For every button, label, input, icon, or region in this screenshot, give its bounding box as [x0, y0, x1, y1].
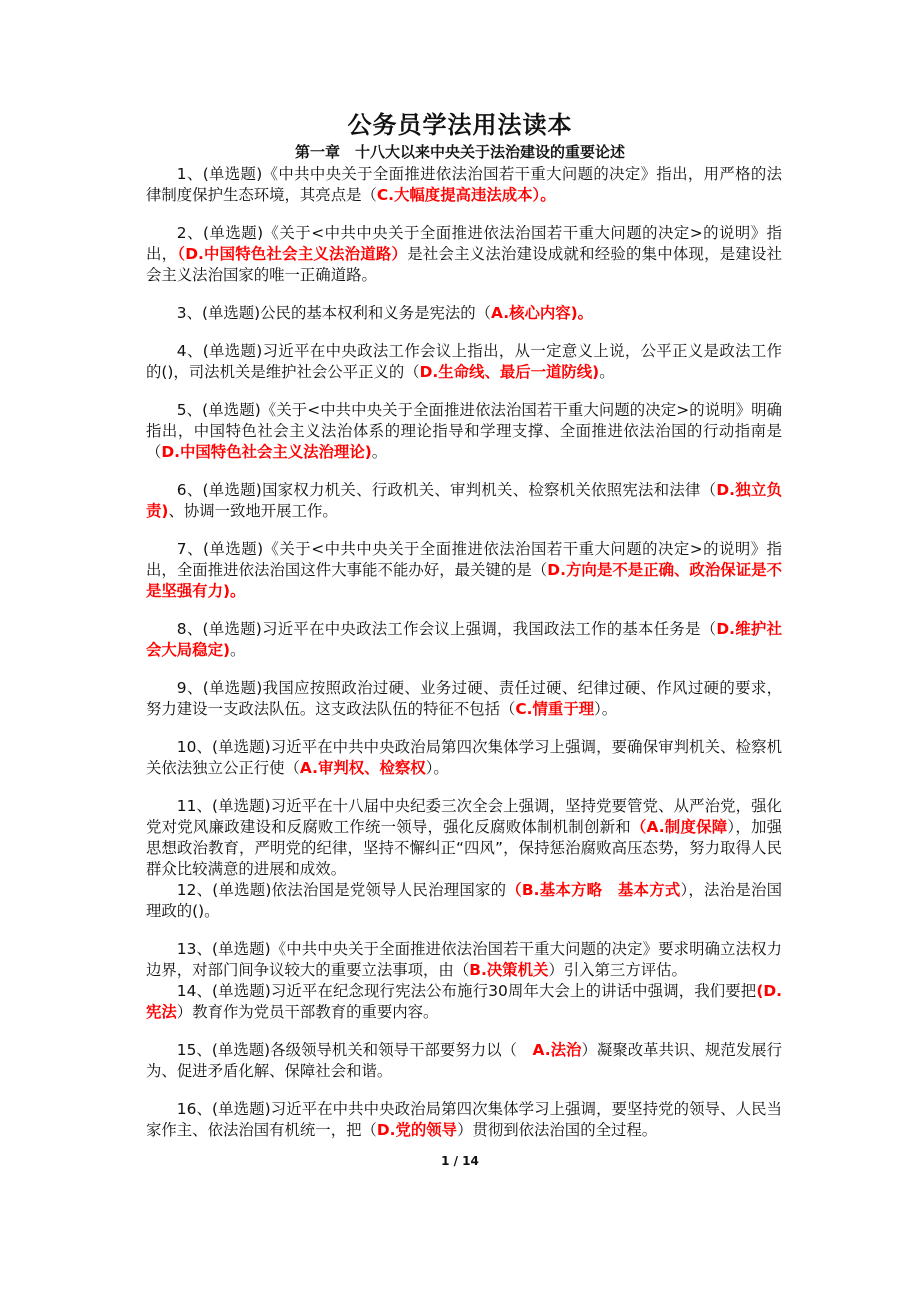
chapter-heading: 第一章 十八大以来中央关于法治建设的重要论述 [294, 143, 625, 161]
answer-text: (D.宪法 [146, 982, 782, 1021]
answer-text: A.审判权、检察权 [299, 759, 426, 777]
question-text: ）教育作为党员干部教育的重要内容。 [176, 1003, 439, 1021]
answer-text: D.维护社会大局稳定) [146, 620, 782, 659]
answer-text: （D.中国特色社会主义法治道路） [177, 245, 408, 263]
question-item [146, 880, 782, 922]
question-text: 1、(单选题)《中共中央关于全面推进依法治国若干重大问题的决定》指出，用严格的法律制度保护生态环境，其亮点是（ [146, 165, 782, 204]
question-text: 3、(单选题)公民的基本权利和义务是宪法的（ [176, 304, 492, 322]
question-item [146, 1099, 782, 1141]
question-text: 15、(单选题)各级领导机关和领导干部要努力以（ [176, 1041, 533, 1059]
question-text: ）贯彻到依法治国的全过程。 [457, 1121, 658, 1139]
question-text: 14、(单选题)习近平在纪念现行宪法公布施行30周年大会上的讲话中强调，我们要把 [176, 982, 757, 1000]
answer-text: A.法治 [532, 1041, 582, 1059]
question-text: ），加强思想政治教育，严明党的纪律，坚持不懈纠正“四风”，保持惩治腐败高压态势，努力取得人民群众比较满意的进展和成效。 [146, 818, 782, 878]
question-item [146, 164, 782, 206]
answer-text: B.决策机关 [469, 961, 549, 979]
question-text: ），法治是治国理政的()。 [146, 881, 783, 920]
answer-text: D.中国特色社会主义法治理论) [161, 443, 372, 461]
question-text: 。 [230, 641, 246, 659]
answer-text: D.独立负责) [146, 481, 782, 520]
question-text: 6、(单选题)国家权力机关、行政机关、审判机关、检察机关依照宪法和法律（ [176, 481, 717, 499]
question-text: 12、(单选题)依法治国是党领导人民治理国家的 [176, 881, 507, 899]
question-item [146, 480, 782, 522]
document-title: 公务员学法用法读本 [347, 111, 573, 139]
question-text: 、协调一致地开展工作。 [168, 502, 338, 520]
question-item [146, 678, 782, 720]
question-text: ）凝聚改革共识、规范发展行为、促进矛盾化解、保障社会和谐。 [146, 1041, 783, 1080]
question-item [146, 796, 782, 880]
question-text: 11、(单选题)习近平在十八届中央纪委三次全会上强调，坚持党要管党、从严治党，强化党对党风廉政建设和反腐败工作统一领导，强化反腐败体制机制创新和 [146, 797, 782, 836]
question-text: 16、(单选题)习近平在中共中央政治局第四次集体学习上强调，要坚持党的领导、人民当家作主、依法治国有机统一，把（ [146, 1100, 782, 1139]
answer-text: A.核心内容)。 [491, 304, 594, 322]
question-text: 10、(单选题)习近平在中共中央政治局第四次集体学习上强调，要确保审判机关、检察机关依法独立公正行使（ [146, 738, 782, 777]
question-item [146, 619, 782, 661]
question-list [146, 164, 782, 1141]
question-item [146, 737, 782, 779]
question-item [146, 400, 782, 463]
question-text: 7、(单选题)《关于<中共中央关于全面推进依法治国若干重大问题的决定>的说明》指出，全面推进依法治国这件大事能不能办好，最关键的是（ [146, 540, 782, 579]
question-item [146, 539, 782, 602]
question-text: 5、(单选题)《关于<中共中央关于全面推进依法治国若干重大问题的决定>的说明》明确指出，中国特色社会主义法治体系的理论指导和学理支撑、全面推进依法治国的行动指南是（ [146, 401, 782, 461]
question-item [146, 341, 782, 383]
question-text: 。 [371, 443, 388, 461]
answer-text: （B.基本方略 基本方式 [506, 881, 681, 899]
page-number: 1 / 14 [441, 1154, 479, 1168]
answer-text: C.大幅度提高违法成本）。 [376, 186, 556, 204]
question-text: ）引入第三方评估。 [548, 961, 687, 979]
question-item [146, 223, 782, 286]
answer-text: （A.制度保障 [630, 818, 728, 836]
question-text: 2、(单选题)《关于<中共中央关于全面推进依法治国若干重大问题的决定>的说明》指出， [146, 224, 782, 263]
question-text: ）。 [594, 700, 618, 718]
question-item [146, 981, 782, 1023]
answer-text: C.情重于理 [515, 700, 595, 718]
question-text: 8、(单选题)习近平在中央政法工作会议上强调，我国政法工作的基本任务是（ [176, 620, 717, 638]
question-text: 9、(单选题)我国应按照政治过硬、业务过硬、责任过硬、纪律过硬、作风过硬的要求，努力建设一支政法队伍。这支政法队伍的特征不包括（ [146, 679, 782, 718]
question-text: 4、(单选题)习近平在中央政法工作会议上指出，从一定意义上说，公平正义是政法工作的()，司法机关是维护社会公平正义的（ [146, 342, 782, 381]
answer-text: D.方向是不是正确、政治保证是不是坚强有力)。 [146, 561, 782, 600]
question-text: 13、(单选题)《中共中央关于全面推进依法治国若干重大问题的决定》要求明确立法权力边界，对部门间争议较大的重要立法事项，由（ [146, 940, 782, 979]
question-item [146, 303, 782, 324]
question-text: 是社会主义法治建设成就和经验的集中体现，是建设社会主义法治国家的唯一正确道路。 [146, 245, 782, 284]
question-item [146, 1040, 782, 1082]
question-text: ）。 [425, 759, 449, 777]
answer-text: D.生命线、最后一道防线) [419, 363, 600, 381]
question-item [146, 939, 782, 981]
answer-text: D.党的领导 [376, 1121, 458, 1139]
question-text: 。 [599, 363, 615, 381]
